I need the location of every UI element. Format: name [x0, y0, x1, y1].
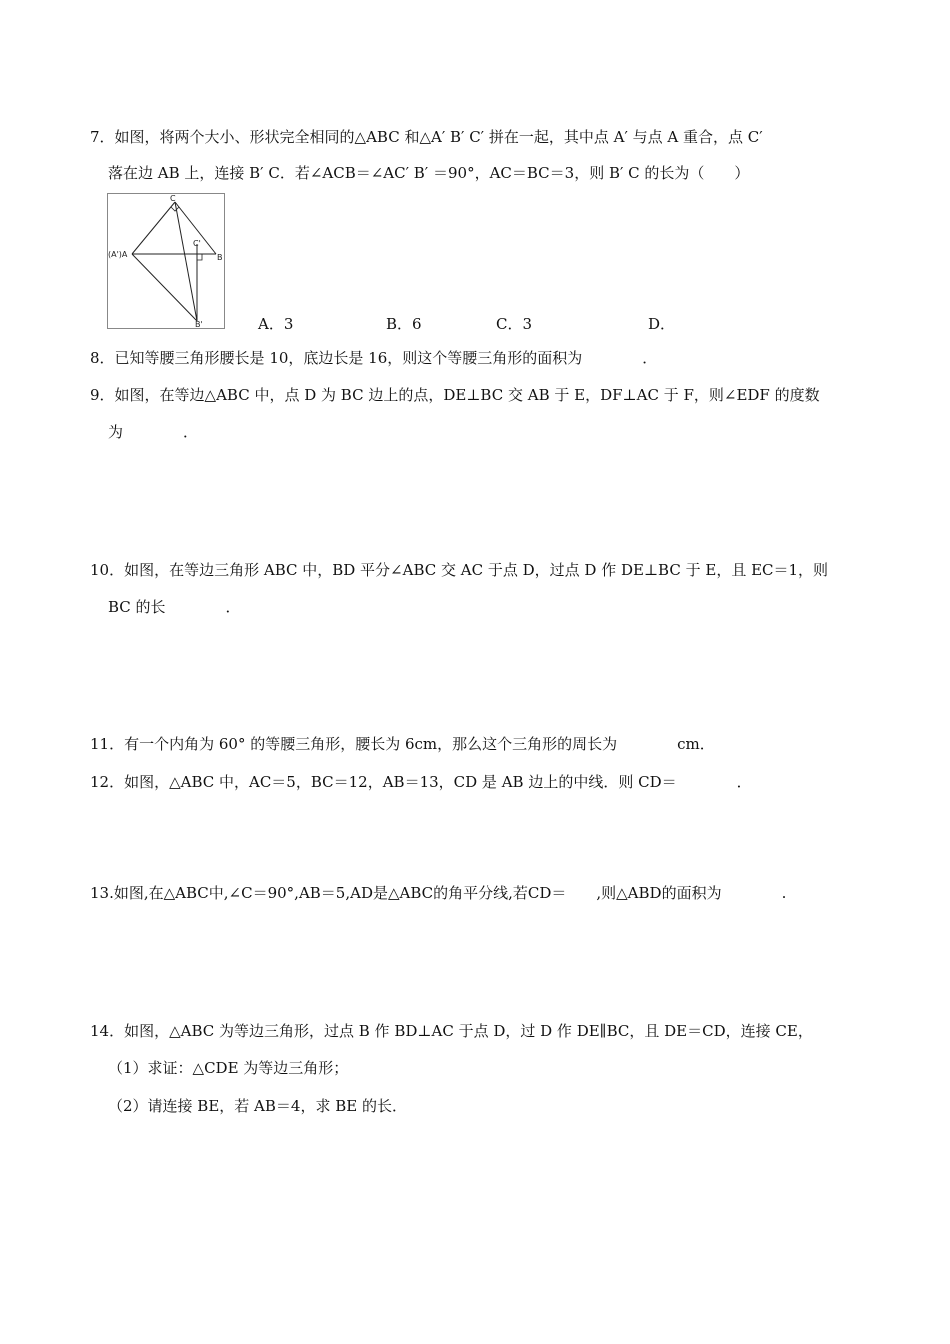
q10-line2: BC 的长 ．: [108, 598, 241, 616]
label-b: B: [217, 253, 223, 262]
q10-line1: 10．如图，在等边三角形 ABC 中，BD 平分∠ABC 交 AC 于点 D，过点 D 作 DE⊥BC 于 E，且 EC＝1，则: [90, 561, 829, 579]
q12-text: 12．如图，△ABC 中，AC＝5，BC＝12，AB＝13，CD 是 AB 边上的中线．则 CD＝ ．: [90, 773, 752, 791]
edge-ac: [132, 202, 175, 254]
label-b-prime: B': [195, 320, 203, 328]
q7-line2: 落在边 AB 上，连接 B′ C．若∠ACB＝∠AC′ B′ ＝90°，AC＝BC＝3，则 B′ C 的长为（ ）: [108, 164, 750, 182]
q7-figure-diagram: [108, 194, 224, 328]
q13-text: 13.如图,在△ABC中,∠C＝90°,AB＝5,AD是△ABC的角平分线,若CD＝ ,则△ABD的面积为 .: [90, 884, 787, 902]
right-angle-mark-c-prime: [197, 254, 202, 260]
q7-choice-b: B．6: [386, 315, 422, 333]
q7-choice-d: D．: [648, 315, 676, 333]
q7-choice-c: C．3: [496, 315, 533, 333]
q9-line2: 为 ．: [108, 423, 199, 441]
q7-figure: [107, 193, 225, 329]
q9-line1: 9．如图，在等边△ABC 中，点 D 为 BC 边上的点，DE⊥BC 交 AB 于 E，DF⊥AC 于 F，则∠EDF 的度数: [90, 386, 820, 404]
q7-choice-a: A．3: [258, 315, 294, 333]
segment-b-prime-c: [175, 202, 197, 321]
q11-text: 11．有一个内角为 60° 的等腰三角形，腰长为 6cm，那么这个三角形的周长为 cm．: [90, 735, 715, 753]
label-c-prime: C': [193, 239, 201, 248]
q14-line1: 14．如图，△ABC 为等边三角形，过点 B 作 BD⊥AC 于点 D，过 D 作 DE∥BC，且 DE＝CD，连接 CE，: [90, 1022, 813, 1040]
label-c: C: [170, 194, 176, 203]
right-angle-mark-c: [171, 207, 179, 211]
q14-part1: （1）求证：△CDE 为等边三角形；: [108, 1059, 349, 1077]
q7-line1: 7．如图，将两个大小、形状完全相同的△ABC 和△A′ B′ C′ 拼在一起，其中点 A′ 与点 A 重合，点 C′: [90, 128, 763, 146]
q8-text: 8．已知等腰三角形腰长是 10，底边长是 16，则这个等腰三角形的面积为 ．: [90, 349, 658, 367]
q14-part2: （2）请连接 BE，若 AB＝4，求 BE 的长．: [108, 1097, 407, 1115]
label-a: (A')A: [108, 250, 128, 259]
edge-ab-prime: [132, 254, 197, 321]
